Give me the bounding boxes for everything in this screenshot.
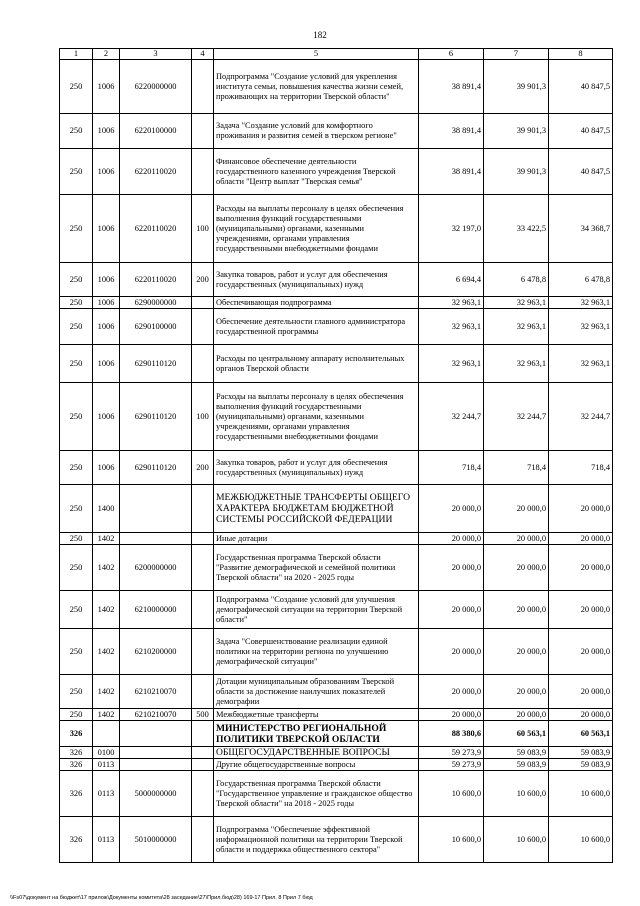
ministry-code: 250 [60, 451, 93, 485]
target-article-code: 6290110120 [120, 451, 192, 485]
table-row [60, 759, 613, 771]
expense-description: Другие общегосударственные вопросы [214, 759, 419, 771]
section-code: 1402 [93, 545, 120, 591]
target-article-code: 6210200000 [120, 629, 192, 675]
amount-year-1: 20 000,0 [419, 485, 484, 533]
target-article-code: 6200000000 [120, 545, 192, 591]
expense-description: Закупка товаров, работ и услуг для обеспечения государственных (муниципальных) нужд [214, 263, 419, 297]
target-article-code [120, 485, 192, 533]
expense-description: Финансовое обеспечение деятельности государственного казенного учреждения Тверской области "Центр выплат "Тверская семья" [214, 149, 419, 195]
table-row [60, 747, 613, 759]
amount-year-2: 59 083,9 [484, 759, 549, 771]
amount-year-3: 40 847,5 [549, 60, 613, 114]
expense-type-code: 100 [192, 383, 214, 451]
amount-year-2: 32 963,1 [484, 297, 549, 309]
amount-year-3: 59 083,9 [549, 747, 613, 759]
section-code: 1006 [93, 451, 120, 485]
expense-type-code [192, 114, 214, 149]
section-code: 1402 [93, 675, 120, 709]
ministry-code: 250 [60, 485, 93, 533]
expense-type-code [192, 309, 214, 345]
table-row [60, 114, 613, 149]
expense-type-code [192, 591, 214, 629]
amount-year-3: 20 000,0 [549, 591, 613, 629]
target-article-code: 6290100000 [120, 309, 192, 345]
amount-year-1: 38 891,4 [419, 149, 484, 195]
amount-year-3: 32 963,1 [549, 309, 613, 345]
table-row [60, 383, 613, 451]
ministry-code: 250 [60, 114, 93, 149]
amount-year-2: 6 478,8 [484, 263, 549, 297]
expense-type-code [192, 149, 214, 195]
section-code: 0100 [93, 747, 120, 759]
target-article-code [120, 721, 192, 747]
amount-year-3: 20 000,0 [549, 545, 613, 591]
table-row [60, 451, 613, 485]
amount-year-1: 718,4 [419, 451, 484, 485]
target-article-code [120, 747, 192, 759]
page-number: 182 [313, 30, 327, 40]
table-row [60, 485, 613, 533]
section-code: 1400 [93, 485, 120, 533]
ministry-code: 250 [60, 629, 93, 675]
target-article-code: 5000000000 [120, 771, 192, 817]
target-article-code: 6220110020 [120, 149, 192, 195]
expense-description: Обеспечивающая подпрограмма [214, 297, 419, 309]
amount-year-3: 34 368,7 [549, 195, 613, 263]
expense-type-code [192, 345, 214, 383]
table-row [60, 533, 613, 545]
expense-description: ОБЩЕГОСУДАРСТВЕННЫЕ ВОПРОСЫ [214, 747, 419, 759]
target-article-code: 5010000000 [120, 817, 192, 863]
amount-year-2: 20 000,0 [484, 709, 549, 721]
expense-description: Государственная программа Тверской области "Государственное управление и гражданское общество Тверской области" на 2018 - 2025 годы [214, 771, 419, 817]
amount-year-1: 20 000,0 [419, 533, 484, 545]
amount-year-1: 32 963,1 [419, 309, 484, 345]
expense-description: Подпрограмма "Создание условий для укрепления института семьи, повышения качества жизни семей, проживающих на территории Тверской области" [214, 60, 419, 114]
ministry-code: 250 [60, 675, 93, 709]
section-code: 1402 [93, 533, 120, 545]
expense-type-code [192, 721, 214, 747]
table-row [60, 345, 613, 383]
column-header: 2 [93, 49, 120, 60]
expense-type-code [192, 629, 214, 675]
amount-year-3: 10 600,0 [549, 817, 613, 863]
ministry-code: 250 [60, 709, 93, 721]
amount-year-3: 59 083,9 [549, 759, 613, 771]
amount-year-2: 59 083,9 [484, 747, 549, 759]
table-row [60, 629, 613, 675]
amount-year-3: 10 600,0 [549, 771, 613, 817]
expense-type-code [192, 297, 214, 309]
expense-type-code [192, 747, 214, 759]
ministry-code: 250 [60, 60, 93, 114]
ministry-code: 250 [60, 533, 93, 545]
ministry-code: 326 [60, 721, 93, 747]
table-row [60, 309, 613, 345]
expense-type-code [192, 759, 214, 771]
expense-description: Расходы на выплаты персоналу в целях обеспечения выполнения функций государственными (муниципальными) органами, казенными учреждениями, органами управления государственными внебюджетными фондами [214, 383, 419, 451]
amount-year-3: 20 000,0 [549, 533, 613, 545]
amount-year-1: 20 000,0 [419, 591, 484, 629]
ministry-code: 326 [60, 817, 93, 863]
amount-year-3: 32 963,1 [549, 345, 613, 383]
amount-year-2: 10 600,0 [484, 817, 549, 863]
column-header: 4 [192, 49, 214, 60]
section-code: 1006 [93, 114, 120, 149]
amount-year-3: 32 244,7 [549, 383, 613, 451]
target-article-code: 6210210070 [120, 709, 192, 721]
column-header: 1 [60, 49, 93, 60]
ministry-code: 250 [60, 345, 93, 383]
expense-description: Подпрограмма "Обеспечение эффективной информационной политики на территории Тверской области и поддержка общественного сектора" [214, 817, 419, 863]
table-row [60, 721, 613, 747]
amount-year-2: 20 000,0 [484, 591, 549, 629]
amount-year-3: 20 000,0 [549, 675, 613, 709]
column-header: 6 [419, 49, 484, 60]
amount-year-1: 32 244,7 [419, 383, 484, 451]
expense-type-code [192, 485, 214, 533]
expense-type-code [192, 533, 214, 545]
target-article-code: 6220110020 [120, 263, 192, 297]
target-article-code: 6220110020 [120, 195, 192, 263]
amount-year-1: 38 891,4 [419, 114, 484, 149]
amount-year-3: 20 000,0 [549, 709, 613, 721]
section-code: 1006 [93, 345, 120, 383]
amount-year-1: 32 963,1 [419, 297, 484, 309]
amount-year-1: 32 963,1 [419, 345, 484, 383]
amount-year-2: 32 244,7 [484, 383, 549, 451]
ministry-code: 250 [60, 591, 93, 629]
expense-type-code [192, 675, 214, 709]
amount-year-2: 39 901,3 [484, 149, 549, 195]
column-number-row [60, 49, 613, 60]
amount-year-3: 40 847,5 [549, 114, 613, 149]
amount-year-2: 20 000,0 [484, 629, 549, 675]
expense-type-code [192, 545, 214, 591]
section-code: 1006 [93, 60, 120, 114]
amount-year-1: 20 000,0 [419, 675, 484, 709]
amount-year-2: 33 422,5 [484, 195, 549, 263]
target-article-code: 6210210070 [120, 675, 192, 709]
section-code: 1006 [93, 309, 120, 345]
amount-year-3: 60 563,1 [549, 721, 613, 747]
table-row [60, 817, 613, 863]
section-code: 1006 [93, 297, 120, 309]
amount-year-1: 20 000,0 [419, 709, 484, 721]
section-code: 1006 [93, 383, 120, 451]
table-row [60, 545, 613, 591]
amount-year-1: 20 000,0 [419, 629, 484, 675]
amount-year-1: 10 600,0 [419, 817, 484, 863]
table-row [60, 591, 613, 629]
target-article-code [120, 533, 192, 545]
amount-year-3: 718,4 [549, 451, 613, 485]
expense-type-code [192, 60, 214, 114]
amount-year-1: 32 197,0 [419, 195, 484, 263]
section-code: 1006 [93, 195, 120, 263]
amount-year-2: 20 000,0 [484, 485, 549, 533]
expense-description: Обеспечение деятельности главного администратора государственной программы [214, 309, 419, 345]
ministry-code: 250 [60, 383, 93, 451]
expense-description: Межбюджетные трансферты [214, 709, 419, 721]
budget-table [59, 48, 613, 863]
amount-year-2: 20 000,0 [484, 675, 549, 709]
amount-year-2: 718,4 [484, 451, 549, 485]
amount-year-1: 38 891,4 [419, 60, 484, 114]
target-article-code [120, 759, 192, 771]
amount-year-1: 10 600,0 [419, 771, 484, 817]
target-article-code: 6290000000 [120, 297, 192, 309]
amount-year-3: 40 847,5 [549, 149, 613, 195]
file-path-footer: \\Fs07\документ на бюджет\17 прилож\Документы комитета\28 заседание\27\Прил.бюд\28) 169-17 Прил. 8 Прил 7 бюд [10, 895, 313, 901]
column-header: 8 [549, 49, 613, 60]
ministry-code: 250 [60, 263, 93, 297]
amount-year-3: 20 000,0 [549, 485, 613, 533]
amount-year-1: 59 273,9 [419, 747, 484, 759]
amount-year-2: 60 563,1 [484, 721, 549, 747]
ministry-code: 250 [60, 545, 93, 591]
section-code: 1402 [93, 709, 120, 721]
expense-description: МЕЖБЮДЖЕТНЫЕ ТРАНСФЕРТЫ ОБЩЕГО ХАРАКТЕРА БЮДЖЕТАМ БЮДЖЕТНОЙ СИСТЕМЫ РОССИЙСКОЙ ФЕДЕРАЦИИ [214, 485, 419, 533]
expense-description: Дотации муниципальным образованиям Тверской области за достижение наилучших показателей демографии [214, 675, 419, 709]
expense-description: Закупка товаров, работ и услуг для обеспечения государственных (муниципальных) нужд [214, 451, 419, 485]
ministry-code: 250 [60, 297, 93, 309]
expense-type-code: 200 [192, 263, 214, 297]
table-row [60, 709, 613, 721]
ministry-code: 250 [60, 149, 93, 195]
amount-year-2: 32 963,1 [484, 345, 549, 383]
amount-year-2: 39 901,3 [484, 60, 549, 114]
expense-description: МИНИСТЕРСТВО РЕГИОНАЛЬНОЙ ПОЛИТИКИ ТВЕРСКОЙ ОБЛАСТИ [214, 721, 419, 747]
target-article-code: 6220000000 [120, 60, 192, 114]
table-row [60, 675, 613, 709]
table-row [60, 195, 613, 263]
ministry-code: 326 [60, 747, 93, 759]
ministry-code: 326 [60, 759, 93, 771]
section-code: 0113 [93, 759, 120, 771]
expense-description: Задача "Создание условий для комфортного проживания и развития семей в тверском регионе" [214, 114, 419, 149]
amount-year-1: 6 694,4 [419, 263, 484, 297]
target-article-code: 6290110120 [120, 345, 192, 383]
amount-year-3: 6 478,8 [549, 263, 613, 297]
section-code: 1006 [93, 263, 120, 297]
target-article-code: 6220100000 [120, 114, 192, 149]
amount-year-1: 20 000,0 [419, 545, 484, 591]
expense-description: Расходы по центральному аппарату исполнительных органов Тверской области [214, 345, 419, 383]
column-header: 3 [120, 49, 192, 60]
amount-year-2: 20 000,0 [484, 545, 549, 591]
amount-year-3: 20 000,0 [549, 629, 613, 675]
expense-description: Задача "Совершенствование реализации единой политики на территории региона по улучшению демографической ситуации" [214, 629, 419, 675]
section-code [93, 721, 120, 747]
target-article-code: 6290110120 [120, 383, 192, 451]
amount-year-2: 39 901,3 [484, 114, 549, 149]
ministry-code: 250 [60, 309, 93, 345]
column-header: 5 [214, 49, 419, 60]
expense-type-code: 100 [192, 195, 214, 263]
expense-type-code: 200 [192, 451, 214, 485]
table-row [60, 149, 613, 195]
expense-type-code [192, 817, 214, 863]
amount-year-2: 32 963,1 [484, 309, 549, 345]
section-code: 1402 [93, 591, 120, 629]
expense-description: Государственная программа Тверской области "Развитие демографической и семейной политики Тверской области" на 2020 - 2025 годы [214, 545, 419, 591]
table-row [60, 60, 613, 114]
table-row [60, 263, 613, 297]
amount-year-1: 88 380,6 [419, 721, 484, 747]
expense-description: Расходы на выплаты персоналу в целях обеспечения выполнения функций государственными (муниципальными) органами, казенными учреждениями, органами управления государственными внебюджетными фондами [214, 195, 419, 263]
amount-year-2: 20 000,0 [484, 533, 549, 545]
column-header: 7 [484, 49, 549, 60]
expense-type-code [192, 771, 214, 817]
section-code: 1006 [93, 149, 120, 195]
table-row [60, 771, 613, 817]
table-row [60, 297, 613, 309]
target-article-code: 6210000000 [120, 591, 192, 629]
amount-year-1: 59 273,9 [419, 759, 484, 771]
ministry-code: 326 [60, 771, 93, 817]
amount-year-3: 32 963,1 [549, 297, 613, 309]
section-code: 1402 [93, 629, 120, 675]
expense-type-code: 500 [192, 709, 214, 721]
expense-description: Иные дотации [214, 533, 419, 545]
amount-year-2: 10 600,0 [484, 771, 549, 817]
ministry-code: 250 [60, 195, 93, 263]
section-code: 0113 [93, 817, 120, 863]
expense-description: Подпрограмма "Создание условий для улучшения демографической ситуации на территории Тверской области" [214, 591, 419, 629]
section-code: 0113 [93, 771, 120, 817]
